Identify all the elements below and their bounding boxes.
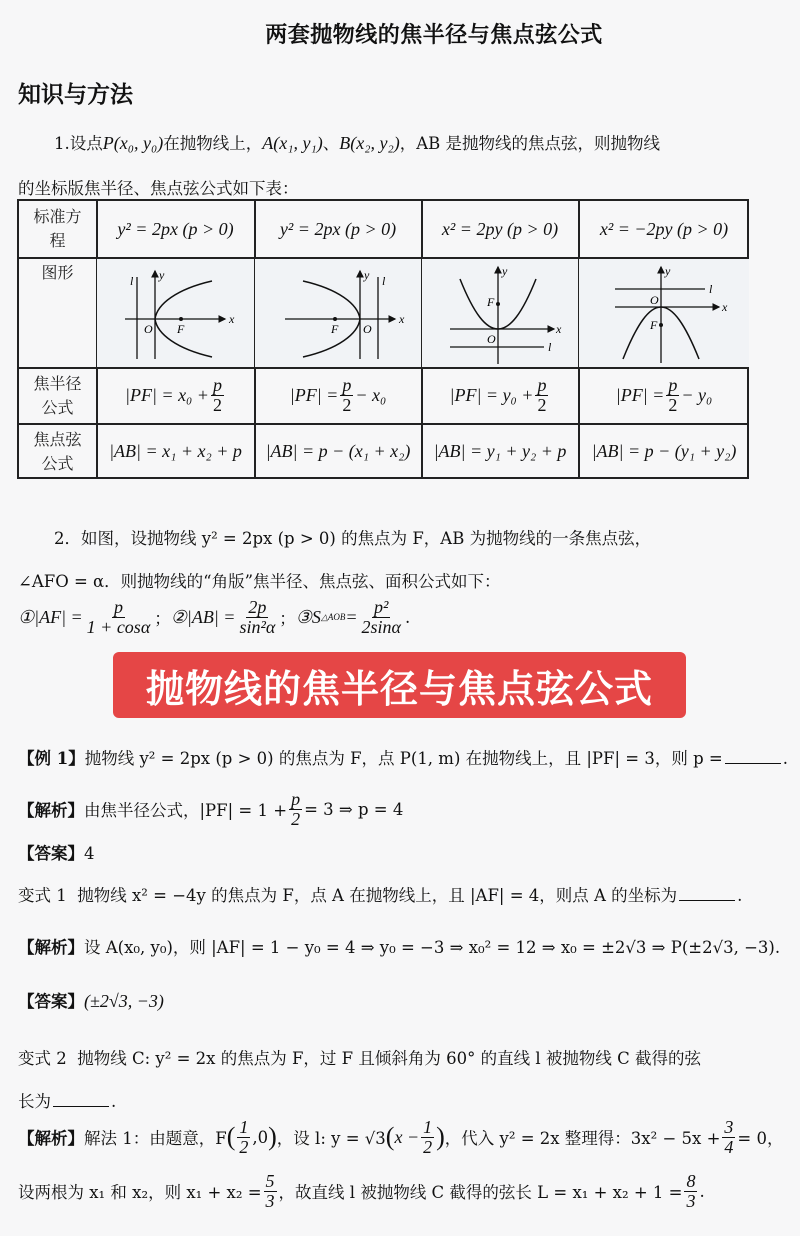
focal-radius-2: |PF| = $\frac{p}{2}$ − x₀ — [289, 375, 387, 415]
svg-text:y: y — [159, 268, 165, 282]
point-b: B(x₂, y₂) — [339, 133, 400, 153]
svg-text:x: x — [399, 312, 405, 326]
focal-radius-4: |PF| = $\frac{p}{2}$ − y₀ — [615, 375, 713, 415]
variant2-analysis-1: 【解析】 解法 1：由题意，F ( $\frac{1}{2}$ ,0 ) ，设 l: y = √3 ( x − $\frac{1}{2}$ ) ，代入 y² = 2x 整理得：3x² − 5x + $\frac{3}{4}$ = 0， — [18, 1117, 784, 1157]
parabola-right-graph — [97, 259, 254, 367]
equation-2: y² = 2px (p > 0) — [279, 218, 397, 239]
formula-table — [17, 199, 749, 479]
parabola-left-graph — [255, 259, 421, 367]
focal-chord-4: |AB| = p − (y₁ + y₂) — [591, 441, 737, 461]
angle-formulas: ①|AF| = $\frac{p}{1 + \cos\alpha}$ ； ②|AB| = $\frac{2p}{\text{sin²α}}$ ； ③S △AOB = $\frac{\text{p²}}{2\sin\alpha}$ . — [18, 597, 411, 637]
answer-blank[interactable] — [679, 886, 735, 901]
example1-analysis: 【解析】 由焦半径公式，|PF| = 1 + $\frac{p}{2}$ = 3 ⇒ p = 4 — [18, 789, 404, 829]
focal-radius-3: |PF| = y₀ + $\frac{p}{2}$ — [449, 375, 547, 415]
svg-text:x: x — [722, 300, 728, 314]
example1-answer: 【答案】4 — [18, 844, 95, 863]
graph-right-opening — [97, 259, 254, 367]
svg-text:y: y — [502, 264, 508, 278]
svg-text:O: O — [144, 322, 153, 336]
focal-chord-1: |AB| = x₁ + x₂ + p — [109, 441, 242, 461]
graph-up-opening — [422, 259, 578, 367]
equation-4: x² = −2py (p > 0) — [599, 218, 729, 239]
svg-text:F: F — [177, 322, 185, 336]
variant1-answer: 【答案】(±2√3, −3) — [18, 991, 164, 1011]
row-header-equation: 标准方 程 — [33, 207, 82, 250]
svg-text:l: l — [709, 282, 713, 296]
parabola-down-graph — [579, 259, 749, 367]
row-header-focal-chord: 焦点弦 公式 — [33, 429, 82, 473]
focal-chord-3: |AB| = y₁ + y₂ + p — [433, 441, 567, 461]
answer-blank[interactable] — [725, 749, 781, 764]
svg-text:F: F — [487, 295, 495, 309]
page-title: 两套抛物线的焦半径与焦点弦公式 — [265, 22, 603, 48]
point-p: P(x₀, y₀) — [102, 133, 164, 153]
svg-text:x: x — [229, 312, 235, 326]
focal-radius-1: |PF| = x₀ + $\frac{p}{2}$ — [125, 375, 222, 415]
svg-text:l: l — [548, 340, 552, 354]
graph-left-opening — [255, 259, 421, 367]
intro-line-2: 的坐标版焦半径、焦点弦公式如下表： — [18, 179, 299, 198]
svg-text:O: O — [487, 332, 496, 346]
part2-line-2: ∠AFO = α．则抛物线的“角版”焦半径、焦点弦、面积公式如下： — [18, 572, 501, 591]
parabola-up-graph — [422, 259, 578, 367]
intro-line-1: 1.设点P(x₀, y₀)在抛物线上，A(x₁, y₁)、B(x₂, y₂)，AB 是抛物线的焦点弦，则抛物线 — [54, 133, 660, 153]
answer-blank[interactable] — [53, 1092, 109, 1107]
svg-text:y: y — [665, 264, 671, 278]
svg-text:l: l — [130, 274, 134, 288]
svg-text:O: O — [650, 293, 659, 307]
row-header-focal-radius: 焦半径 公式 — [33, 373, 82, 417]
svg-text:O: O — [363, 322, 372, 336]
graph-down-opening — [579, 259, 749, 367]
variant2-question-2: 长为 . — [18, 1092, 117, 1111]
equation-3: x² = 2py (p > 0) — [441, 218, 559, 239]
equation-1: y² = 2px (p > 0) — [117, 218, 234, 239]
row-header-graph: 图形 — [41, 263, 74, 282]
focal-chord-2: |AB| = p − (x₁ + x₂) — [265, 441, 411, 461]
variant2-analysis-2: 设两根为 x₁ 和 x₂，则 x₁ + x₂ = $\frac{5}{3}$ ，故直线 l 被抛物线 C 截得的弦长 L = x₁ + x₂ + 1 = $\frac{8}{3}$ . — [18, 1171, 705, 1211]
part2-line-1: 2．如图，设抛物线 y² = 2px (p > 0) 的焦点为 F，AB 为抛物线的一条焦点弦， — [54, 529, 652, 548]
svg-text:F: F — [650, 318, 658, 332]
svg-text:x: x — [556, 322, 562, 336]
svg-text:l: l — [382, 274, 386, 288]
variant2-question-1: 变式 2 抛物线 C: y² = 2x 的焦点为 F，过 F 且倾斜角为 60° 的直线 l 被抛物线 C 截得的弦 — [18, 1049, 701, 1068]
example1-question: 【例 1】抛物线 y² = 2px (p > 0) 的焦点为 F，点 P(1, m) 在抛物线上，且 |PF| = 3，则 p = . — [18, 749, 788, 768]
section-heading: 知识与方法 — [18, 81, 133, 108]
svg-text:y: y — [364, 268, 370, 282]
section-banner: 抛物线的焦半径与焦点弦公式 — [113, 652, 686, 718]
svg-text:F: F — [331, 322, 339, 336]
variant1-question: 变式 1 抛物线 x² = −4y 的焦点为 F，点 A 在抛物线上，且 |AF| = 4，则点 A 的坐标为 . — [18, 886, 743, 905]
variant1-analysis: 【解析】设 A(x₀, y₀)，则 |AF| = 1 − y₀ = 4 ⇒ y₀ = −3 ⇒ x₀² = 12 ⇒ x₀ = ±2√3 ⇒ P(±2√3, −3). — [18, 938, 781, 957]
point-a: A(x₁, y₁) — [262, 133, 323, 153]
